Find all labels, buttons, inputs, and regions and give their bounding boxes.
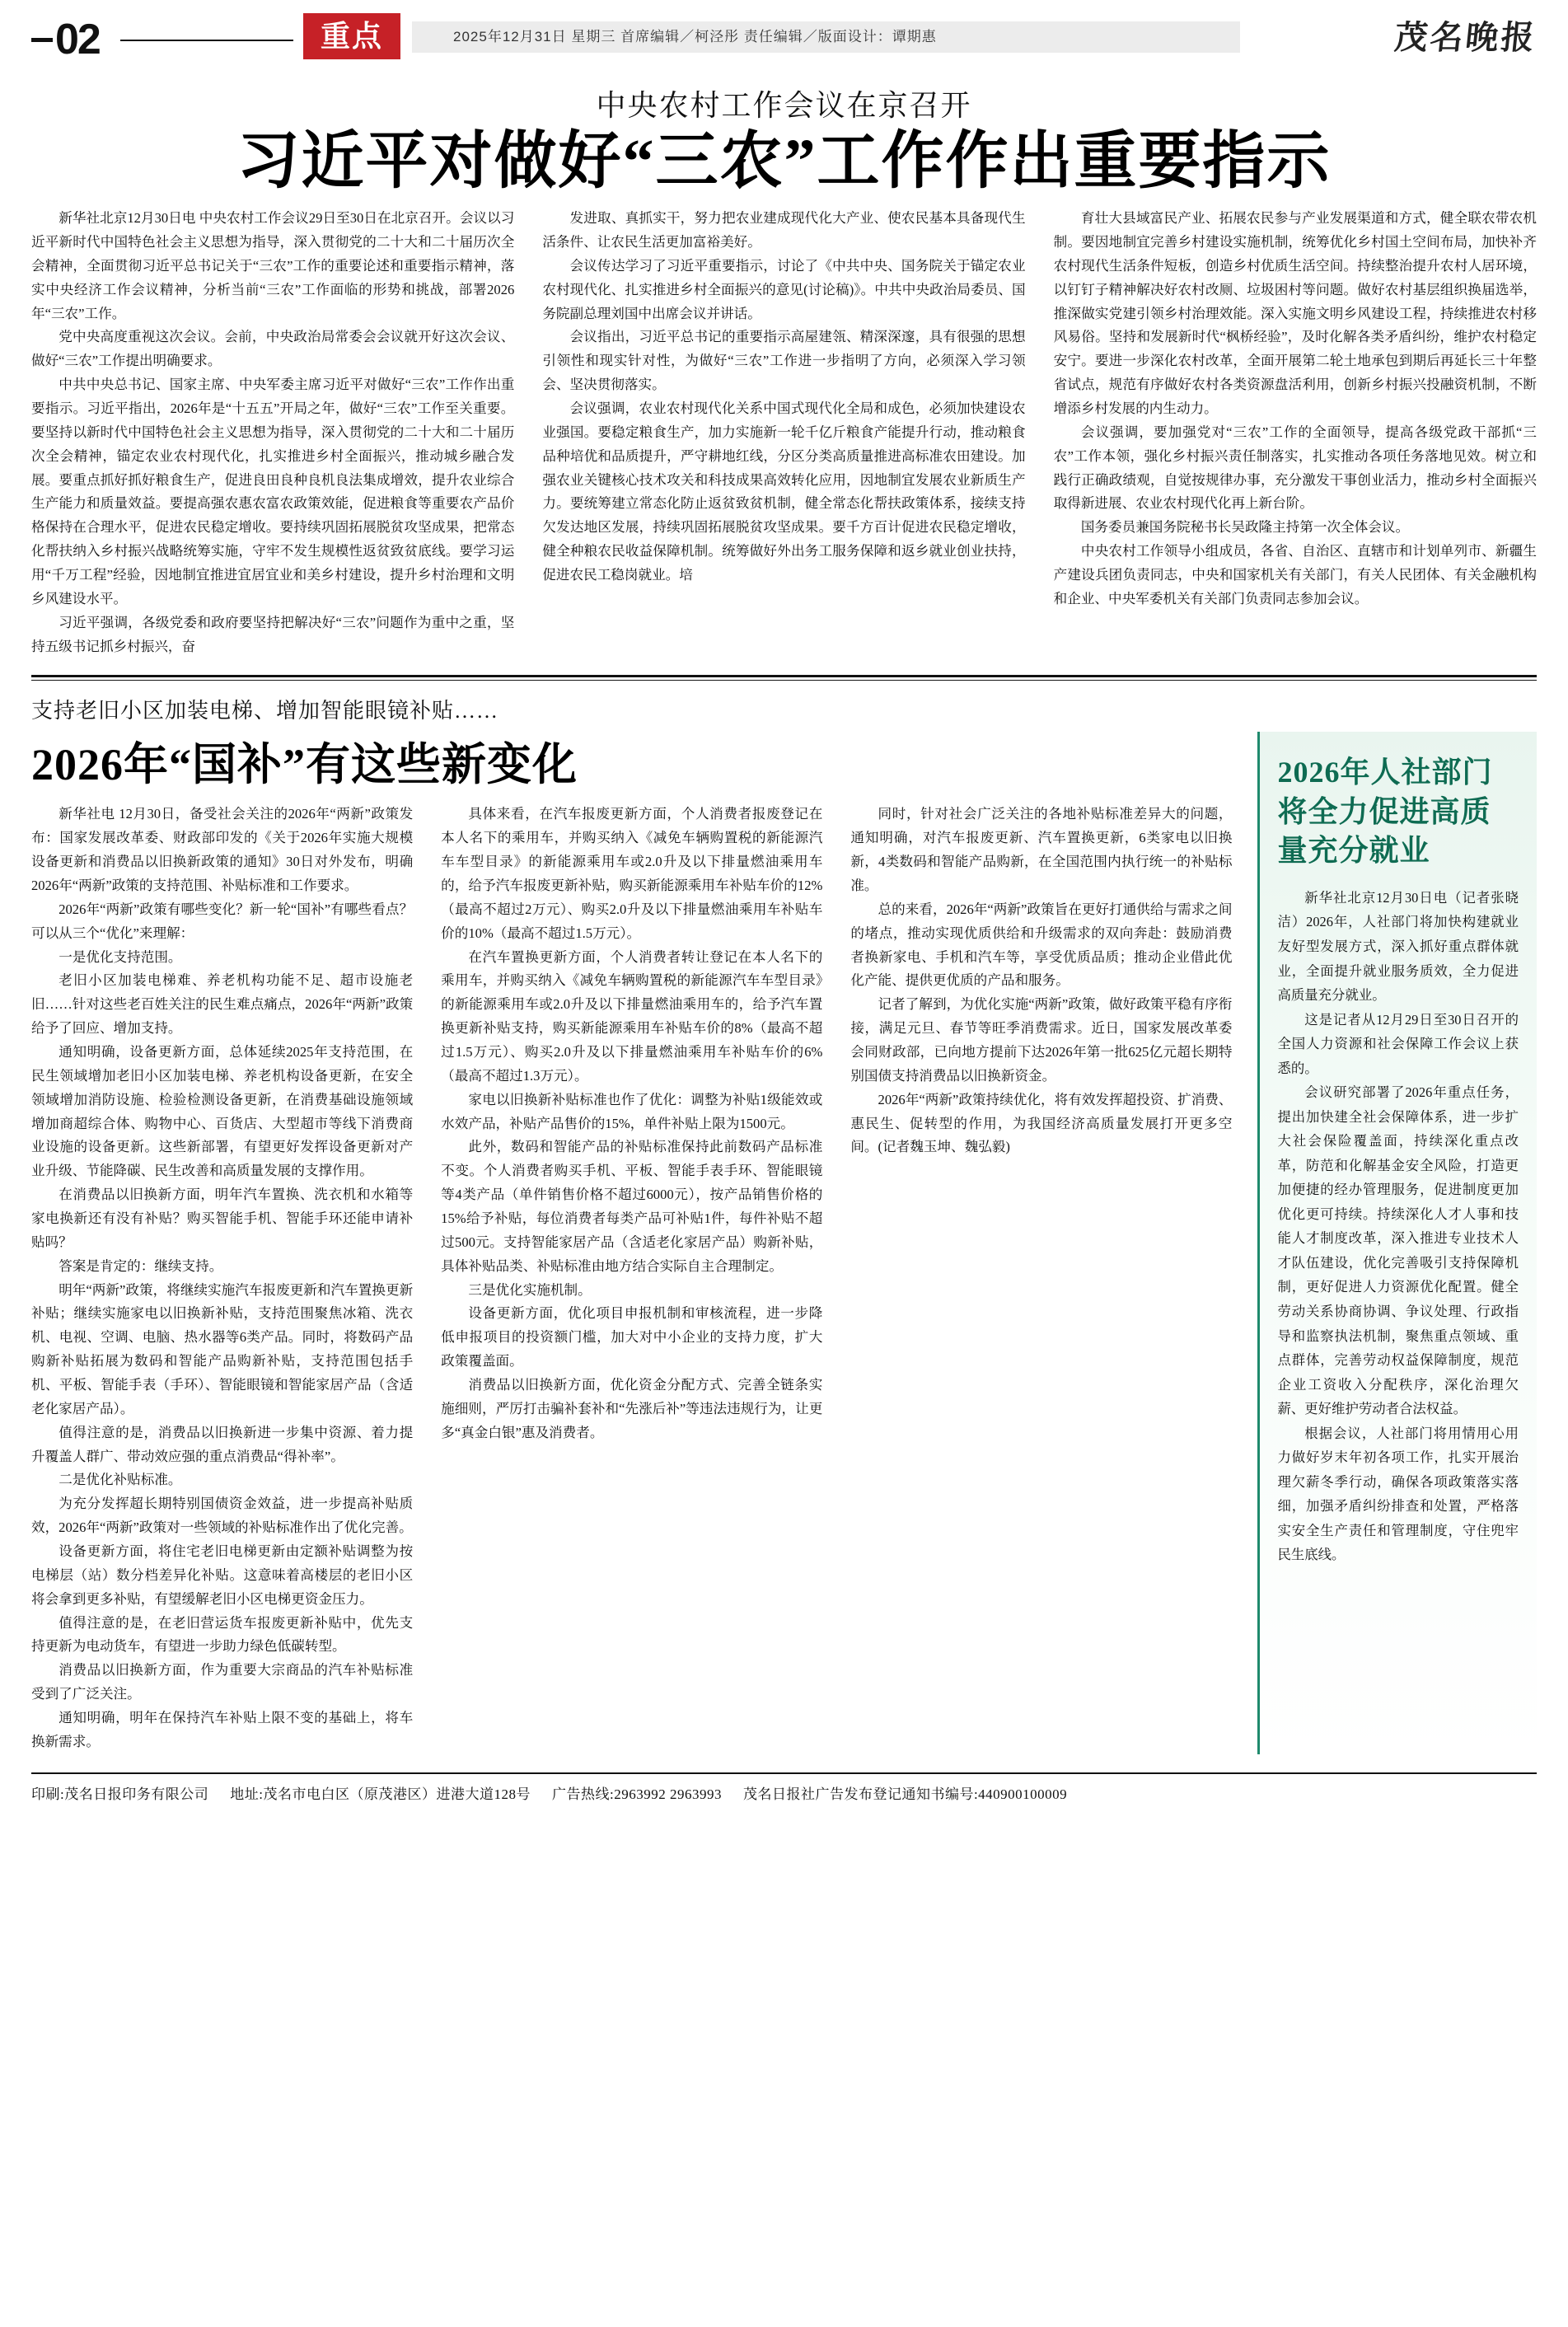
paragraph: 同时，针对社会广泛关注的各地补贴标准差异大的问题，通知明确，对汽车报废更新、汽车置换更新，6类家电以旧换新，4类数码和智能产品购新，在全国范围内执行统一的补贴标准。 [850,806,1233,893]
paragraph: 2026年“两新”政策有哪些变化？新一轮“国补”有哪些看点？可以从三个“优化”来理解： [31,901,414,941]
paragraph: 设备更新方面，优化项目申报机制和审核流程，进一步降低申报项目的投资额门槛，加大对中小企业的支持力度，扩大政策覆盖面。 [441,1305,823,1370]
paragraph: 中共中央总书记、国家主席、中央军委主席习近平对做好“三农”工作作出重要指示。习近平指出，2026年是“十五五”开局之年，做好“三农”工作至关重要。要坚持以新时代中国特色社会主义思想为指导，深入贯彻党的二十大和二十届历次全会精神，锚定农业农村现代化，扎实推进乡村全面振兴，推动城乡融合发展。要重点抓好抓好粮食生产，促进良田良种良机良法集成增效，提升农业综合生产能力和质量效益。要提高强农惠农富农政策效能，促进粮食等重要农产品价格保持在合理水平，促进农民稳定增收。要持续巩固拓展脱贫攻坚成果，把常态化帮扶纳入乡村振兴战略统筹实施，守牢不发生规模性返贫致贫底线。要学习运用“千万工程”经验，因地制宜推进宜居宜业和美乡村建设，提升乡村治理和文明乡风建设水平。 [31,377,515,606]
paragraph: 育壮大县域富民产业、拓展农民参与产业发展渠道和方式，健全联农带农机制。要因地制宜完善乡村建设实施机制，统筹优化乡村国土空间布局，加快补齐农村现代生活条件短板，创造乡村优质生活空间。持续整治提升农村人居环境，以钉钉子精神解决好农村改厕、垃圾困村等问题。做好农村基层组织换届选举，推深做实党建引领乡村治理效能。深入实施文明乡风建设工程，持续推进农村移风易俗。坚持和发展新时代“枫桥经验”，及时化解各类矛盾纠纷，维护农村稳定安宁。要进一步深化农村改革，全面开展第二轮土地承包到期后再延长三十年整省试点，规范有序做好农村各类资源盘活利用，创新乡村振兴投融资机制，不断增添乡村发展的内生动力。 [1053,210,1537,416]
lower-section [31,694,1537,1753]
paragraph: 总的来看，2026年“两新”政策旨在更好打通供给与需求之间的堵点，推动实现优质供给和升级需求的双向奔赴：鼓励消费者换新家电、手机和汽车等，享受优质品质；推动企业借此优化产能、提供更优质的产品和服务。 [850,901,1233,989]
sidebar-article [1257,732,1538,1753]
paragraph: 家电以旧换新补贴标准也作了优化：调整为补贴1级能效或水效产品，补贴产品售价的15%，单件补贴上限为1500元。 [441,1091,823,1131]
paragraph: 会议传达学习了习近平重要指示，讨论了《中共中央、国务院关于锚定农业农村现代化、扎实推进乡村全面振兴的意见(讨论稿)》。中共中央政治局委员、国务院副总理刘国中出席会议并讲话。 [542,257,1026,321]
section-divider-thin [31,680,1537,681]
paragraph: 新华社北京12月30日电（记者张晓洁）2026年，人社部门将加快构建就业友好型发展方式，深入抓好重点群体就业，全面提升就业服务质效，全力促进高质量充分就业。 [1277,889,1519,1004]
paragraph: 这是记者从12月29日至30日召开的全国人力资源和社会保障工作会议上获悉的。 [1277,1011,1519,1076]
paragraph: 习近平强调，各级党委和政府要坚持把解决好“三农”问题作为重中之重，坚持五级书记抓乡村振兴，奋 [31,614,515,654]
article1-column-1 [31,207,514,658]
article2 [31,694,1233,1753]
article1-column-2 [542,207,1025,658]
paragraph: 值得注意的是，消费品以旧换新进一步集中资源、着力提升覆盖人群广、带动效应强的重点消费品“得补率”。 [31,1424,414,1464]
article2-kicker: 支持老旧小区加装电梯、增加智能眼镜补贴…… [31,699,499,723]
article2-column-1 [31,803,413,1753]
sidebar-headline: 2026年人社部门将全力促进高质量充分就业 [1277,756,1493,868]
paragraph: 通知明确，明年在保持汽车补贴上限不变的基础上，将车换新需求。 [31,1710,414,1749]
article2-headline: 2026年“国补”有这些新变化 [31,740,578,790]
article2-column-3 [850,803,1232,1753]
paragraph: 在汽车置换更新方面，个人消费者转让登记在本人名下的乘用车，并购买纳入《减免车辆购置税的新能源汽车车型目录》的新能源乘用车或2.0升及以下排量燃油乘用车的，给予汽车置换更新补贴支持，购买新能源乘用车补贴车价的8%（最高不超过1.5万元）、购买2.0升及以下排量燃油乘用车补贴车价的6%（最高不超过1.3万元）。 [441,948,823,1084]
paper-logo: 茂名晚报 [1392,19,1539,56]
paragraph: 党中央高度重视这次会议。会前，中央政治局常委会会议就开好这次会议、做好“三农”工作提出明确要求。 [31,329,515,369]
article1-headline-block [31,82,1537,195]
paragraph: 会议指出，习近平总书记的重要指示高屋建瓴、精深深邃，具有很强的思想引领性和现实针对性，为做好“三农”工作进一步指明了方向，必须深入学习领会、坚决贯彻落实。 [542,329,1026,393]
footer [31,1774,1537,1814]
masthead-meta: 2025年12月31日 星期三 首席编辑／柯泾彤 责任编辑／版面设计：谭期惠 [412,21,1240,53]
article1-column-3 [1054,207,1537,658]
article1-headline: 习近平对做好“三农”工作作出重要指示 [236,127,1332,196]
page-number-value: 02 [55,16,100,63]
paragraph: 三是优化实施机制。 [468,1281,592,1298]
paragraph: 2026年“两新”政策持续优化，将有效发挥超投资、扩消费、惠民生、促转型的作用，为我国经济高质量发展打开更多空间。(记者魏玉坤、魏弘毅) [850,1091,1233,1155]
article1-columns [31,207,1537,658]
paragraph: 新华社电 12月30日，备受社会关注的2026年“两新”政策发布：国家发展改革委、财政部印发的《关于2026年实施大规模设备更新和消费品以旧换新政策的通知》30日对外发布，明确2026年“两新”政策的支持范围、补贴标准和工作要求。 [31,806,414,893]
paragraph: 答案是肯定的：继续支持。 [59,1257,223,1274]
masthead [31,0,1537,79]
paragraph: 会议强调，农业农村现代化关系中国式现代化全局和成色，必须加快建设农业强国。要稳定粮食生产，加力实施新一轮千亿斤粮食产能提升行动，推动粮食品种培优和品质提升，严守耕地红线，分区分类高质量推进高标准农田建设。加强农业关键核心技术攻关和科技成果高效转化应用，因地制宜发展农业新质生产力。要统筹建立常态化防止返贫致贫机制，健全常态化帮扶政策体系，接续支持欠发达地区发展，持续巩固拓展脱贫攻坚成果。要千方百计促进农民稳定增收，健全种粮农民收益保障机制。统筹做好外出务工服务保障和返乡就业创业扶持，促进农民工稳岗就业。培 [542,400,1026,583]
paragraph: 为充分发挥超长期特别国债资金效益，进一步提高补贴质效，2026年“两新”政策对一些领域的补贴标准作出了优化完善。 [31,1496,414,1536]
paragraph: 消费品以旧换新方面，优化资金分配方式、完善全链条实施细则，严厉打击骗补套补和“先涨后补”等违法违规行为，让更多“真金白银”惠及消费者。 [441,1377,823,1440]
paragraph: 此外，数码和智能产品的补贴标准保持此前数码产品标准不变。个人消费者购买手机、平板、智能手表手环、智能眼镜等4类产品（单件销售价格不超过6000元），按产品销售价格的15%给予补贴，每位消费者每类产品可补贴1件，每件补贴不超过500元。支持智能家居产品（含适老化家居产品）购新补贴，具体补贴品类、补贴标准由地方结合实际自主合理制定。 [441,1139,823,1274]
footer-print: 印刷:茂名日报印务有限公司 [31,1786,209,1802]
paragraph: 具体来看，在汽车报废更新方面，个人消费者报废登记在本人名下的乘用车，并购买纳入《减免车辆购置税的新能源汽车车型目录》的新能源乘用车或2.0升及以下排量燃油乘用车的，给予汽车报废更新补贴，购买新能源乘用车补贴车价的12%（最高不超过2万元）、购买2.0升及以下排量燃油乘用车补贴车价的10%（最高不超过1.5万元）。 [441,806,823,941]
paragraph: 记者了解到，为优化实施“两新”政策，做好政策平稳有序衔接，满足元旦、春节等旺季消费需求。近日，国家发展改革委会同财政部，已向地方提前下达2026年第一批625亿元超长期特别国债支持消费品以旧换新资金。 [850,996,1233,1084]
footer-license: 茂名日报社广告发布登记通知书编号:440900100009 [742,1786,1068,1802]
section-badge: 重点 [303,13,400,59]
paragraph: 中央农村工作领导小组成员，各省、自治区、直辖市和计划单列市、新疆生产建设兵团负责同志，中央和国家机关有关部门，有关人民团体、有关金融机构和企业、中央军委机关有关部门负责同志参加会议。 [1053,543,1537,606]
paragraph: 二是优化补贴标准。 [59,1472,182,1488]
paragraph: 消费品以旧换新方面，作为重要大宗商品的汽车补贴标准受到了广泛关注。 [31,1662,414,1702]
paragraph: 新华社北京12月30日电 中央农村工作会议29日至30日在北京召开。会议以习近平新时代中国特色社会主义思想为指导，深入贯彻党的二十大和二十届历次全会精神，全面贯彻习近平总书记关于“三农”工作的重要论述和重要指示精神，落实中央经济工作会议精神，分析当前“三农”工作面临的形势和挑战，部署2026年“三农”工作。 [31,210,515,321]
paragraph: 值得注意的是，在老旧营运货车报废更新补贴中，优先支持更新为电动货车，有望进一步助力绿色低碳转型。 [31,1614,414,1655]
footer-ad-hotline: 广告热线:2963992 2963993 [551,1786,722,1802]
paragraph: 一是优化支持范围。 [59,948,182,965]
paragraph: 根据会议，人社部门将用情用心用力做好岁末年初各项工作，扎实开展治理欠薪冬季行动，确保各项政策落实落细，加强矛盾纠纷排查和处置，严格落实安全生产责任和管理制度，守住兜牢民生底线。 [1277,1425,1519,1563]
footer-address: 地址:茂名市电白区（原茂港区）进港大道128号 [230,1786,531,1802]
section-divider-thick [31,675,1537,677]
paragraph: 在消费品以旧换新方面，明年汽车置换、洗衣机和水箱等家电换新还有没有补贴？购买智能手机、智能手环还能申请补贴吗？ [31,1187,414,1250]
paragraph: 会议强调，要加强党对“三农”工作的全面领导，提高各级党政干部抓“三农”工作本领，强化乡村振兴责任制落实，扎实推动各项任务落地见效。树立和践行正确政绩观，自觉按规律办事，充分激发干事创业活力，推动乡村全面振兴取得新进展、农业农村现代化再上新台阶。 [1053,424,1537,512]
article1-kicker: 中央农村工作会议在京召开 [596,89,972,122]
paragraph: 设备更新方面，将住宅老旧电梯更新由定额补贴调整为按电梯层（站）数分档差异化补贴。这意味着高楼层的老旧小区将会拿到更多补贴，有望缓解老旧小区电梯更资金压力。 [31,1543,414,1607]
paragraph: 发进取、真抓实干，努力把农业建成现代化大产业、使农民基本具备现代生活条件、让农民生活更加富裕美好。 [542,210,1026,250]
paragraph: 通知明确，设备更新方面，总体延续2025年支持范围，在民生领域增加老旧小区加装电梯、养老机构设备更新，在安全领域增加消防设施、检验检测设备更新，在消费基础设施领域增加商超综合体、购物中心、百货店、大型超市等线下消费商业设施的设备更新。这些新部署，有望更好发挥设备更新对产业升级、节能降碳、民生改善和高质量发展的支撑作用。 [31,1044,414,1179]
page-number [31,15,100,64]
paragraph: 老旧小区加装电梯难、养老机构功能不足、超市设施老旧……针对这些老百姓关注的民生难点痛点，2026年“两新”政策给予了回应、增加支持。 [31,972,414,1037]
masthead-rule [120,40,293,41]
paragraph: 明年“两新”政策，将继续实施汽车报废更新和汽车置换更新补贴；继续实施家电以旧换新补贴，支持范围聚焦冰箱、洗衣机、电视、空调、电脑、热水器等6类产品。同时，将数码产品购新补贴拓展为数码和智能产品购新补贴，支持范围包括手机、平板、智能手表（手环）、智能眼镜和智能家居产品（含适老化家居产品）。 [31,1281,414,1416]
paragraph: 国务委员兼国务院秘书长吴政隆主持第一次全体会议。 [1080,519,1410,536]
paragraph: 会议研究部署了2026年重点任务，提出加快建全社会保障体系，进一步扩大社会保险覆盖面，持续深化重点改革，防范和化解基金安全风险，打造更加便捷的经办管理服务，促进制度更加优化更可持续。持续深化人才人事和技能人才制度改革，深入推进专业技术人才队伍建设，优化完善吸引支持保障机制，更好促进人力资源优化配置。健全劳动关系协商协调、争议处理、行政指导和监察执法机制，聚焦重点领域、重点群体，完善劳动权益保障制度，规范企业工资收入分配秩序，深化治理欠薪、更好维护劳动者合法权益。 [1277,1084,1519,1417]
article2-column-2 [441,803,822,1753]
page-number-dash [31,38,53,42]
article2-columns [31,803,1233,1753]
